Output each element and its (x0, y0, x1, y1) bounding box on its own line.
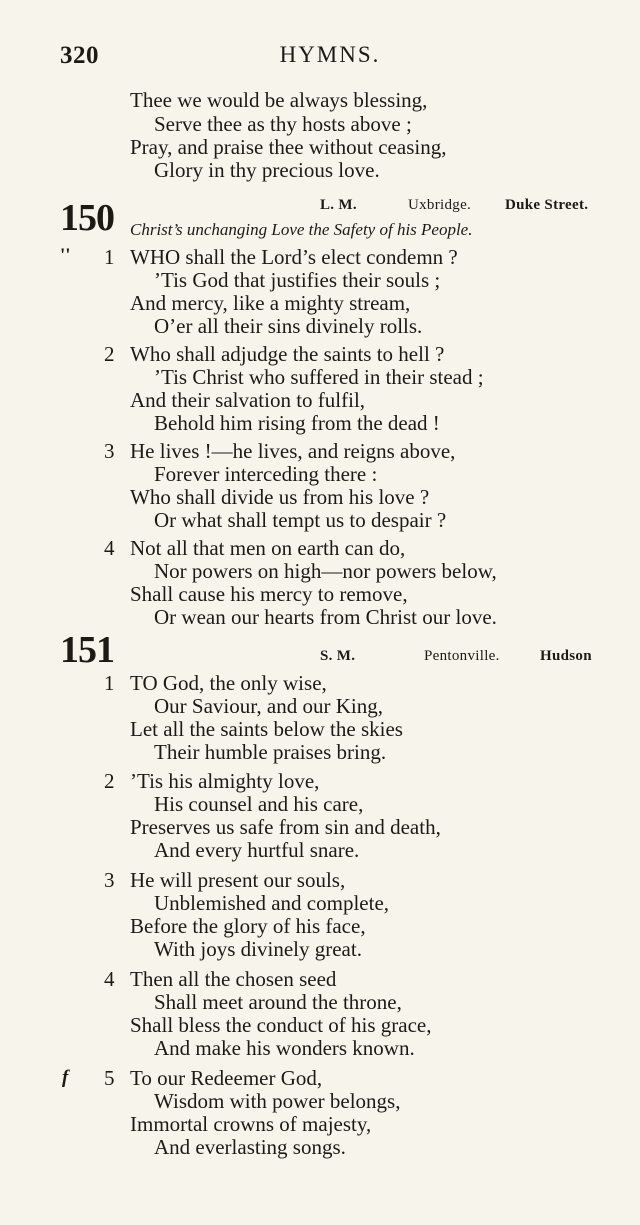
verse-number: 3 (104, 868, 115, 892)
verse-number: 5 (104, 1066, 115, 1090)
verse-line: And every hurtful snare. (154, 838, 360, 862)
verse-line: Shall cause his mercy to remove, (130, 582, 408, 606)
verse-line: Behold him rising from the dead ! (154, 411, 440, 435)
verse-line: Our Saviour, and our King, (154, 694, 383, 718)
verse-line: Wisdom with power belongs, (154, 1089, 401, 1113)
continuation-line: Pray, and praise thee without ceasing, (130, 135, 447, 159)
verse-line: He will present our souls, (130, 868, 346, 892)
verse-line: Or wean our hearts from Christ our love. (154, 605, 497, 629)
verse-line: ’Tis Christ who suffered in their stead ; (154, 365, 484, 389)
page-number: 320 (60, 42, 99, 69)
hymn-meter: L. M. (320, 197, 357, 213)
verse-line: Preserves us safe from sin and death, (130, 815, 441, 839)
verse-line: Then all the chosen seed (130, 967, 337, 991)
verse-line: TO God, the only wise, (130, 671, 327, 695)
tune-name: Duke Street. (505, 197, 589, 213)
verse-line: Who shall divide us from his love ? (130, 485, 430, 509)
continuation-line: Thee we would be always blessing, (130, 88, 428, 112)
verse-line: Or what shall tempt us to despair ? (154, 508, 447, 532)
verse-line: Forever interceding there : (154, 462, 378, 486)
verse-line: Their humble praises bring. (154, 740, 387, 764)
dynamic-marking: '' (60, 245, 71, 266)
verse-number: 3 (104, 439, 115, 463)
verse-number: 2 (104, 342, 115, 366)
verse-line: Not all that men on earth can do, (130, 536, 406, 560)
verse-line: ’Tis God that justifies their souls ; (154, 268, 441, 292)
hymn-meter: S. M. (320, 648, 356, 664)
verse-line: His counsel and his care, (154, 792, 364, 816)
verse-line: With joys divinely great. (154, 937, 362, 961)
verse-line: To our Redeemer God, (130, 1066, 323, 1090)
verse-number: 1 (104, 671, 115, 695)
verse-line: ’Tis his almighty love, (130, 769, 320, 793)
hymn-subtitle: Christ’s unchanging Love the Safety of his People. (130, 220, 473, 239)
continuation-line: Glory in thy precious love. (154, 158, 380, 182)
verse-line: Before the glory of his face, (130, 914, 366, 938)
verse-number: 4 (104, 967, 115, 991)
verse-line: Immortal crowns of majesty, (130, 1112, 372, 1136)
verse-line: And everlasting songs. (154, 1135, 346, 1159)
dynamic-marking: f (62, 1067, 69, 1088)
verse-line: WHO shall the Lord’s elect condemn ? (130, 245, 458, 269)
hymn-number: 151 (60, 629, 114, 671)
tune-name: Uxbridge. (408, 197, 472, 213)
verse-line: And mercy, like a mighty stream, (130, 291, 411, 315)
continuation-line: Serve thee as thy hosts above ; (154, 112, 412, 136)
running-title: HYMNS. (279, 42, 381, 67)
verse-line: Who shall adjudge the saints to hell ? (130, 342, 445, 366)
verse-line: Shall bless the conduct of his grace, (130, 1013, 432, 1037)
verse-number: 4 (104, 536, 115, 560)
verse-line: Let all the saints below the skies (130, 717, 403, 741)
verse-line: And their salvation to fulfil, (130, 388, 366, 412)
verse-line: He lives !—he lives, and reigns above, (130, 439, 456, 463)
verse-line: Nor powers on high—nor powers below, (154, 559, 497, 583)
verse-number: 2 (104, 769, 115, 793)
hymn-number: 150 (60, 197, 114, 239)
verse-number: 1 (104, 245, 115, 269)
verse-line: Unblemished and complete, (154, 891, 390, 915)
tune-name: Pentonville. (424, 648, 500, 664)
verse-line: Shall meet around the throne, (154, 990, 402, 1014)
verse-line: O’er all their sins divinely rolls. (154, 314, 423, 338)
tune-name: Hudson (540, 648, 592, 664)
verse-line: And make his wonders known. (154, 1036, 415, 1060)
page-header (60, 42, 600, 72)
